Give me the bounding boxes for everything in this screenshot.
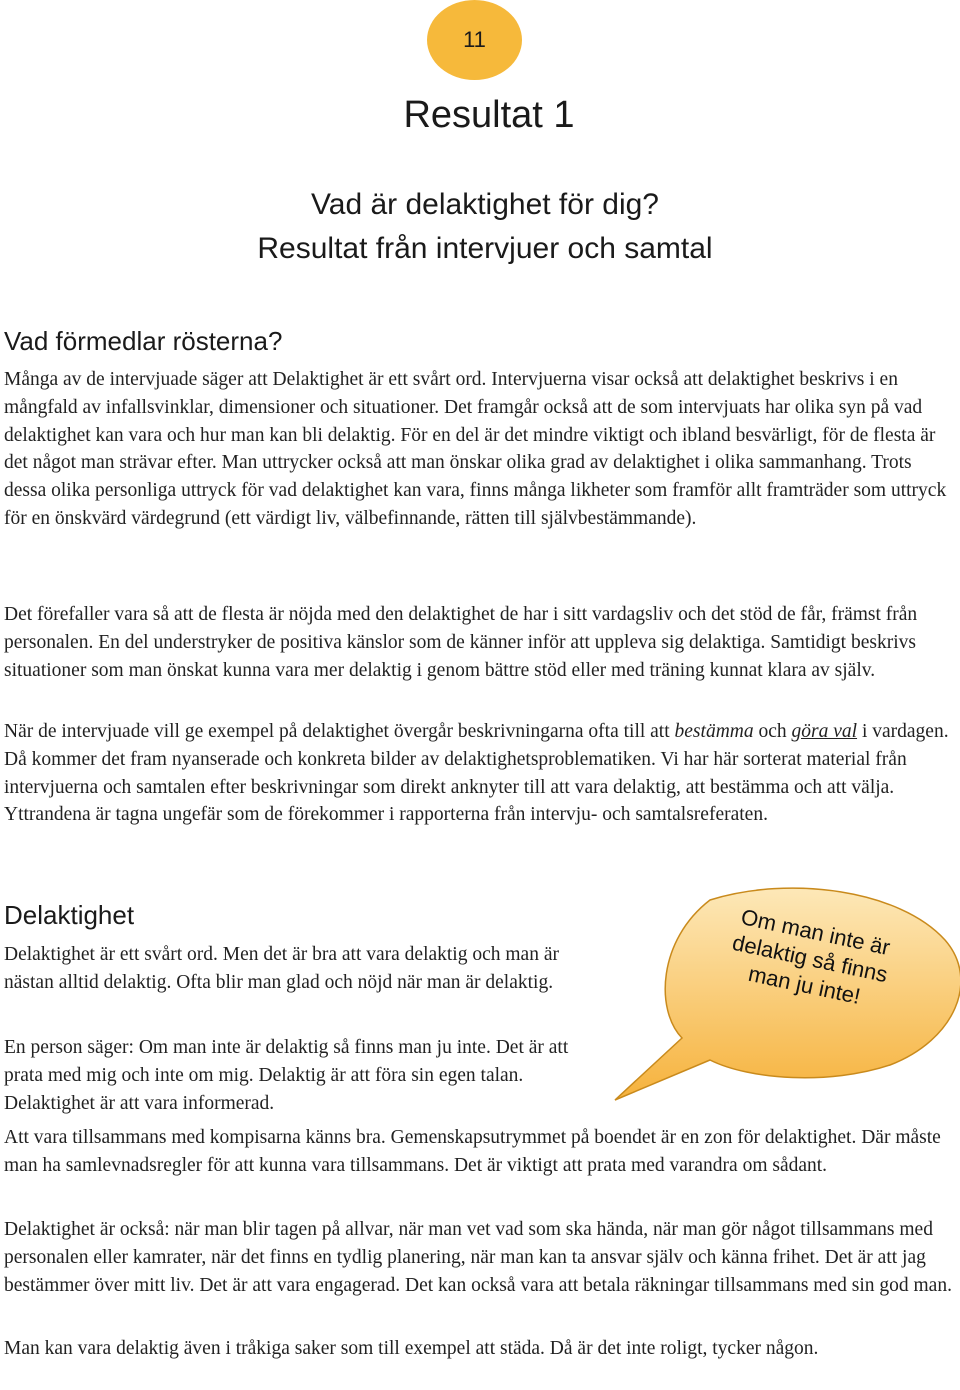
paragraph-ocksa: Delaktighet är också: när man blir tagen på allvar, när man vet vad som ska hända, när man gör något tillsammans med personalen eller kamrater, när det finns en tydlig planering, när man kan ta ansvar själv och känna frihet. Det är att jag bestämmer över mitt liv. Det är att vara engagerad. Det kan också vara att betala räkningar tillsammans med sin god man. — [4, 1219, 952, 1296]
paragraph-tillsammans: Att vara tillsammans med kompisarna känns bra. Gemenskapsutrymmet på boendet är en zon för delaktighet. Där måste man ha samlevnadsregler för att kunna vara tillsammans. Det är viktigt att prata med varandra om sådant. — [4, 1127, 941, 1176]
speech-bubble-callout — [560, 880, 960, 1110]
subtitle-line-2: Resultat från intervjuer och samtal — [257, 232, 713, 265]
subtitle-line-1: Vad är delaktighet för dig? — [310, 188, 659, 221]
page-number: 11 — [463, 27, 486, 52]
page-title: Resultat 1 — [403, 94, 575, 136]
paragraph-trakiga-saker: Man kan vara delaktig även i tråkiga saker som till exempel att städa. Då är det inte roligt, tycker någon. — [4, 1338, 819, 1359]
emphasis-gora-val: göra val — [791, 721, 858, 742]
paragraph-person-sager: En person säger: Om man inte är delaktig så finns man ju inte. Det är att prata med mig och inte om mig. Delaktig är att föra sin egen talan. Delaktighet är att vara informerad. — [4, 1037, 569, 1114]
paragraph-svart-ord: Delaktighet är ett svårt ord. Men det är bra att vara delaktig och man är nästan alltid delaktig. Ofta blir man glad och nöjd när man är delaktig. — [4, 944, 559, 993]
page-number-badge — [427, 0, 522, 80]
paragraph-satisfaction: Det förefaller vara så att de flesta är nöjda med den delaktighet de har i sitt vardagsliv och det stöd de får, främst från personalen. En del understryker de positiva känslor som de känner inför att uppleva sig delaktiga. Samtidigt beskrivs situationer som man önskat kunna vara mer delaktig i genom bättre stöd eller med träning kunnat klara av själv. — [4, 604, 918, 681]
section-heading-rosterna: Vad förmedlar rösterna? — [4, 326, 283, 356]
paragraph-intro: Många av de intervjuade säger att Delaktighet är ett svårt ord. Intervjuerna visar också att delaktighet beskrivs i en mångfald av infallsvinklar, dimensioner och situationer. Det framgår också att de som intervjuats har olika syn på vad delaktighet kan vara och hur man kan bli delaktig. För en del är det mindre viktigt och ibland besvärligt, för de flesta är det något man strävar efter. Man uttrycker också att man önskar olika grad av delaktighet i olika sammanhang. Trots dessa olika personliga uttryck för vad delaktighet kan vara, finns många likheter som framför allt framträder som uttryck för en önskvärd värdegrund (ett värdigt liv, välbefinnande, rätten till självbestämmande). — [4, 369, 947, 529]
emphasis-bestamma: bestämma — [674, 721, 754, 742]
paragraph-examples: När de intervjuade vill ge exempel på delaktighet övergår beskrivningarna ofta till att bestämma och göra val i vardagen. Då kommer det fram nyanserade och konkreta bilder av delaktighetsproblematiken. Vi har här sorterat material från intervjuerna och samtalen efter beskrivningar som direkt anknyter till att vara delaktig, att bestämma och att välja. Yttrandena är tagna ungefär som de förekommer i rapporterna från intervju- och samtalsreferaten. — [4, 721, 949, 826]
callout-text: Om man inte är delaktig så finns man ju inte! — [730, 904, 893, 1009]
section-heading-delaktighet: Delaktighet — [4, 900, 135, 930]
